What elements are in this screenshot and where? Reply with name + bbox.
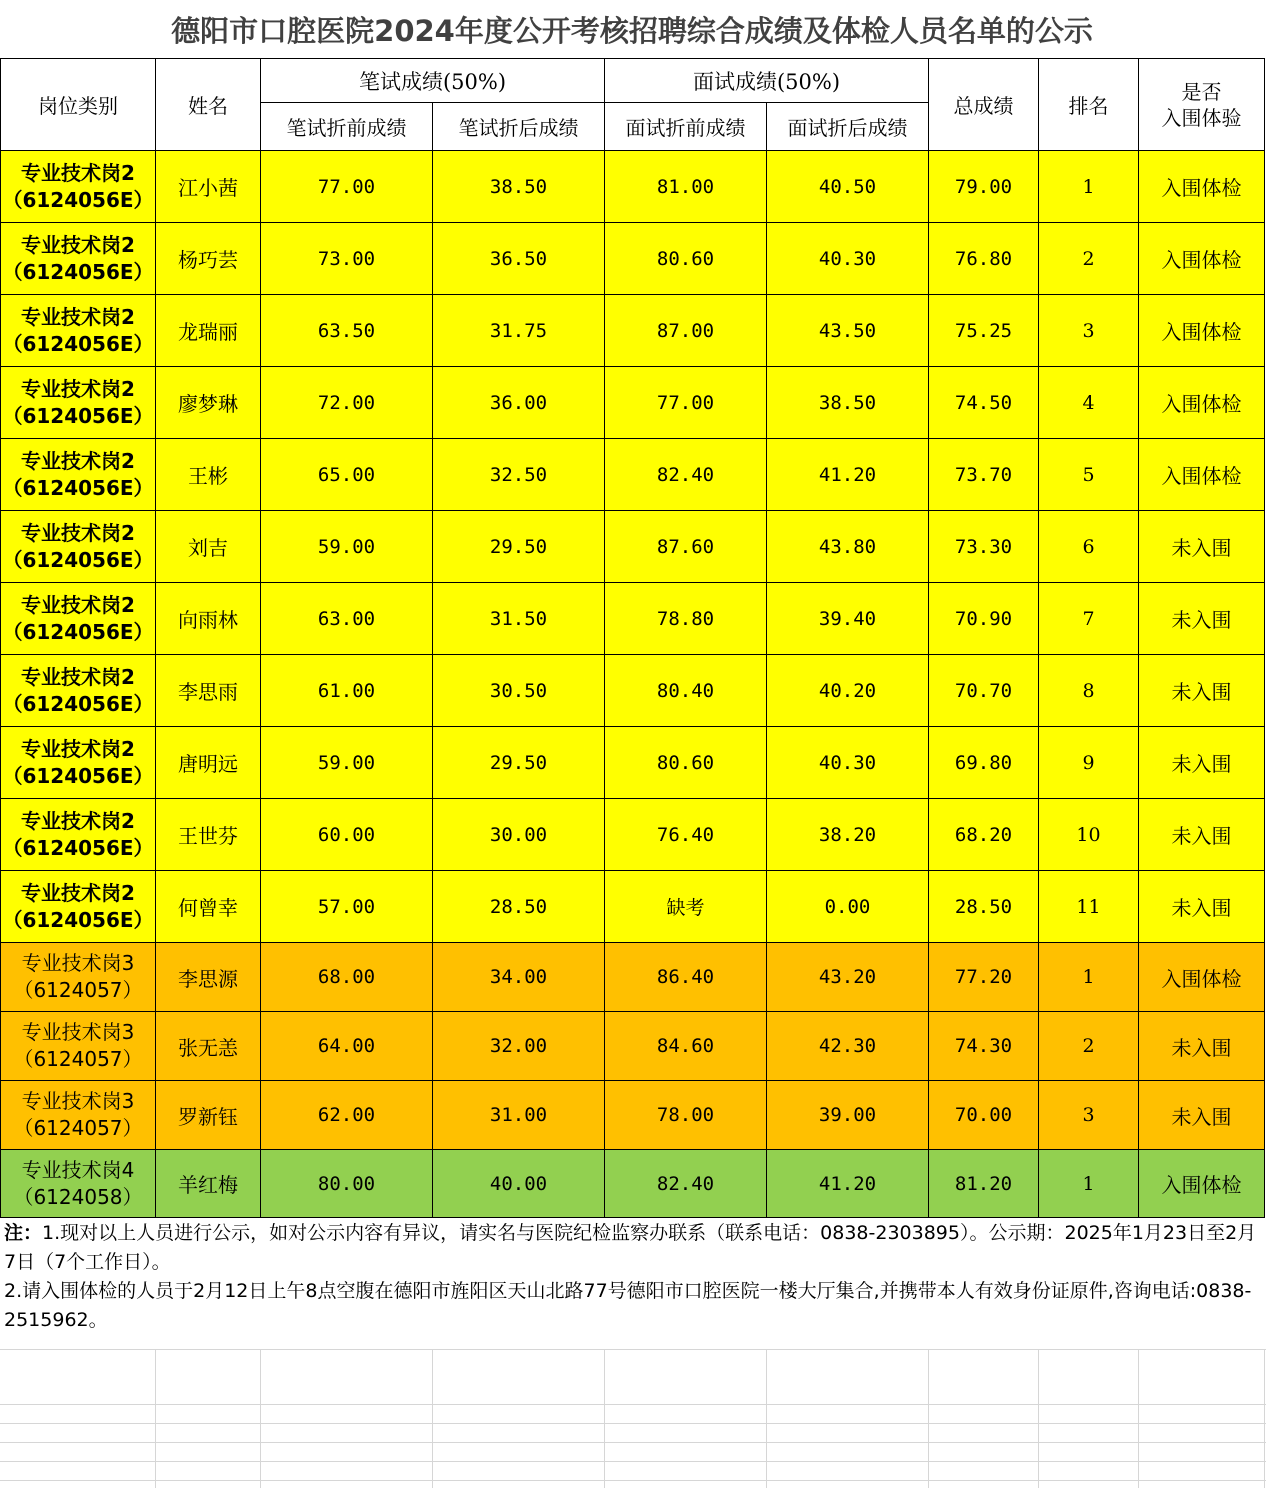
- cell-total: 73.70: [929, 439, 1039, 511]
- cell-name: 王世芬: [156, 799, 261, 871]
- position-code: （6124056E）: [2, 259, 154, 284]
- position-code: （6124056E）: [2, 907, 154, 932]
- cell-written-after: 32.50: [433, 439, 605, 511]
- notes-section: [0, 1219, 1262, 1335]
- note-label: 注：: [4, 1222, 43, 1244]
- cell-interview-after: 40.50: [767, 151, 929, 223]
- header-written-before: 笔试折前成绩: [261, 103, 433, 151]
- cell-position: [1, 871, 156, 943]
- cell-total: 81.20: [929, 1150, 1039, 1218]
- cell-written-after: 31.50: [433, 583, 605, 655]
- cell-written-after: 31.00: [433, 1081, 605, 1150]
- header-exam-line1: 是否: [1181, 79, 1222, 104]
- position-title: 专业技术岗2: [21, 232, 135, 257]
- cell-rank: 3: [1039, 1081, 1139, 1150]
- cell-position: [1, 1150, 156, 1218]
- note-2: 2.请入围体检的人员于2月12日上午8点空腹在德阳市旌阳区天山北路77号德阳市口腔医院一楼大厅集合,并携带本人有效身份证原件,咨询电话:0838-2515962。: [4, 1280, 1252, 1331]
- cell-name: 李思雨: [156, 655, 261, 727]
- cell-written-before: 60.00: [261, 799, 433, 871]
- position-code: （6124056E）: [2, 187, 154, 212]
- cell-name: 杨巧芸: [156, 223, 261, 295]
- header-written-after: 笔试折后成绩: [433, 103, 605, 151]
- cell-interview-before: 82.40: [605, 439, 767, 511]
- cell-interview-after: 40.20: [767, 655, 929, 727]
- cell-written-before: 77.00: [261, 151, 433, 223]
- cell-written-after: 29.50: [433, 511, 605, 583]
- cell-result: 入围体检: [1139, 439, 1265, 511]
- cell-interview-after: 43.80: [767, 511, 929, 583]
- cell-interview-before: 81.00: [605, 151, 767, 223]
- cell-rank: 7: [1039, 583, 1139, 655]
- page-title: 德阳市口腔医院2024年度公开考核招聘综合成绩及体检人员名单的公示: [171, 13, 1093, 48]
- cell-written-before: 61.00: [261, 655, 433, 727]
- position-code: （6124056E）: [2, 835, 154, 860]
- cell-interview-before: 82.40: [605, 1150, 767, 1218]
- cell-interview-before: 80.40: [605, 655, 767, 727]
- cell-written-after: 31.75: [433, 295, 605, 367]
- cell-rank: 3: [1039, 295, 1139, 367]
- cell-rank: 6: [1039, 511, 1139, 583]
- position-code: （6124057）: [13, 978, 143, 1002]
- cell-rank: 9: [1039, 727, 1139, 799]
- cell-name: 王彬: [156, 439, 261, 511]
- cell-rank: 11: [1039, 871, 1139, 943]
- header-rank: 排名: [1039, 59, 1139, 151]
- cell-position: [1, 1012, 156, 1081]
- cell-total: 70.90: [929, 583, 1039, 655]
- cell-interview-after: 41.20: [767, 439, 929, 511]
- position-code: （6124056E）: [2, 547, 154, 572]
- cell-interview-before: 80.60: [605, 727, 767, 799]
- position-code: （6124056E）: [2, 619, 154, 644]
- table-row: [1, 1081, 1265, 1150]
- position-title: 专业技术岗2: [21, 304, 135, 329]
- cell-written-before: 59.00: [261, 727, 433, 799]
- cell-interview-after: 39.00: [767, 1081, 929, 1150]
- cell-result: 入围体检: [1139, 223, 1265, 295]
- header-physical-exam: [1139, 59, 1265, 151]
- cell-written-before: 72.00: [261, 367, 433, 439]
- header-interview-before: 面试折前成绩: [605, 103, 767, 151]
- cell-interview-after: 43.50: [767, 295, 929, 367]
- cell-result: 入围体检: [1139, 151, 1265, 223]
- cell-interview-before: 80.60: [605, 223, 767, 295]
- table-row: [1, 367, 1265, 439]
- position-code: （6124056E）: [2, 331, 154, 356]
- table-row: [1, 727, 1265, 799]
- table-row: [1, 871, 1265, 943]
- cell-result: 未入围: [1139, 511, 1265, 583]
- cell-written-before: 59.00: [261, 511, 433, 583]
- cell-total: 28.50: [929, 871, 1039, 943]
- cell-total: 73.30: [929, 511, 1039, 583]
- cell-name: 江小茜: [156, 151, 261, 223]
- cell-total: 77.20: [929, 943, 1039, 1012]
- position-title: 专业技术岗2: [21, 520, 135, 545]
- cell-interview-after: 42.30: [767, 1012, 929, 1081]
- table-row: [1, 799, 1265, 871]
- results-table: [0, 58, 1265, 1218]
- cell-written-after: 34.00: [433, 943, 605, 1012]
- position-code: （6124058）: [13, 1184, 143, 1209]
- position-code: （6124056E）: [2, 763, 154, 788]
- cell-total: 70.00: [929, 1081, 1039, 1150]
- header-interview-group: 面试成绩(50%): [605, 59, 929, 103]
- cell-total: 74.50: [929, 367, 1039, 439]
- cell-position: [1, 151, 156, 223]
- position-code: （6124057）: [13, 1116, 143, 1140]
- cell-interview-before: 76.40: [605, 799, 767, 871]
- cell-written-after: 40.00: [433, 1150, 605, 1218]
- cell-interview-after: 40.30: [767, 727, 929, 799]
- table-row: [1, 223, 1265, 295]
- position-title: 专业技术岗2: [21, 376, 135, 401]
- cell-result: 未入围: [1139, 1081, 1265, 1150]
- table-row: [1, 583, 1265, 655]
- cell-name: 向雨林: [156, 583, 261, 655]
- cell-rank: 10: [1039, 799, 1139, 871]
- cell-name: 刘吉: [156, 511, 261, 583]
- cell-written-before: 68.00: [261, 943, 433, 1012]
- cell-written-before: 57.00: [261, 871, 433, 943]
- header-name: 姓名: [156, 59, 261, 151]
- cell-name: 龙瑞丽: [156, 295, 261, 367]
- cell-rank: 1: [1039, 1150, 1139, 1218]
- cell-written-before: 65.00: [261, 439, 433, 511]
- table-row: [1, 511, 1265, 583]
- position-code: （6124056E）: [2, 403, 154, 428]
- cell-interview-after: 38.20: [767, 799, 929, 871]
- position-title: 专业技术岗2: [21, 160, 135, 185]
- cell-position: [1, 943, 156, 1012]
- header-interview-after: 面试折后成绩: [767, 103, 929, 151]
- cell-interview-before: 86.40: [605, 943, 767, 1012]
- cell-written-after: 28.50: [433, 871, 605, 943]
- note-1-text: 1.现对以上人员进行公示，如对公示内容有异议，请实名与医院纪检监察办联系（联系电话：0838-2303895）。公示期：2025年1月23日至2月7日（7个工作日）。: [4, 1222, 1257, 1273]
- cell-position: [1, 367, 156, 439]
- cell-interview-before: 84.60: [605, 1012, 767, 1081]
- position-code: （6124056E）: [2, 691, 154, 716]
- position-title: 专业技术岗2: [21, 592, 135, 617]
- cell-interview-before: 78.00: [605, 1081, 767, 1150]
- cell-interview-after: 0.00: [767, 871, 929, 943]
- cell-interview-before: 87.00: [605, 295, 767, 367]
- cell-position: [1, 439, 156, 511]
- cell-written-after: 32.00: [433, 1012, 605, 1081]
- cell-result: 未入围: [1139, 583, 1265, 655]
- cell-result: 未入围: [1139, 799, 1265, 871]
- cell-rank: 1: [1039, 943, 1139, 1012]
- position-title: 专业技术岗2: [21, 736, 135, 761]
- cell-interview-after: 41.20: [767, 1150, 929, 1218]
- cell-written-before: 73.00: [261, 223, 433, 295]
- header-position-type: 岗位类别: [1, 59, 156, 151]
- cell-written-before: 80.00: [261, 1150, 433, 1218]
- cell-total: 76.80: [929, 223, 1039, 295]
- cell-result: 未入围: [1139, 1012, 1265, 1081]
- empty-spreadsheet-area: [0, 1349, 1266, 1488]
- position-title: 专业技术岗3: [21, 1020, 135, 1044]
- position-title: 专业技术岗2: [21, 664, 135, 689]
- cell-result: 入围体检: [1139, 1150, 1265, 1218]
- cell-interview-after: 38.50: [767, 367, 929, 439]
- cell-written-after: 30.50: [433, 655, 605, 727]
- table-row: [1, 1012, 1265, 1081]
- cell-name: 唐明远: [156, 727, 261, 799]
- cell-interview-after: 43.20: [767, 943, 929, 1012]
- cell-interview-before: 87.60: [605, 511, 767, 583]
- cell-position: [1, 655, 156, 727]
- cell-rank: 4: [1039, 367, 1139, 439]
- position-title: 专业技术岗2: [21, 880, 135, 905]
- cell-result: 未入围: [1139, 871, 1265, 943]
- table-body: [1, 151, 1265, 1218]
- note-1: [4, 1219, 1262, 1277]
- header-total: 总成绩: [929, 59, 1039, 151]
- cell-result: 未入围: [1139, 727, 1265, 799]
- cell-total: 70.70: [929, 655, 1039, 727]
- cell-name: 羊红梅: [156, 1150, 261, 1218]
- cell-total: 79.00: [929, 151, 1039, 223]
- cell-interview-after: 40.30: [767, 223, 929, 295]
- cell-written-after: 38.50: [433, 151, 605, 223]
- cell-position: [1, 583, 156, 655]
- cell-written-before: 63.50: [261, 295, 433, 367]
- cell-position: [1, 727, 156, 799]
- cell-rank: 5: [1039, 439, 1139, 511]
- cell-position: [1, 799, 156, 871]
- cell-rank: 2: [1039, 223, 1139, 295]
- cell-total: 74.30: [929, 1012, 1039, 1081]
- position-title: 专业技术岗2: [21, 808, 135, 833]
- cell-name: 何曾幸: [156, 871, 261, 943]
- cell-rank: 2: [1039, 1012, 1139, 1081]
- cell-position: [1, 511, 156, 583]
- cell-total: 75.25: [929, 295, 1039, 367]
- cell-written-after: 36.50: [433, 223, 605, 295]
- cell-interview-before: 77.00: [605, 367, 767, 439]
- cell-position: [1, 1081, 156, 1150]
- header-written-group: 笔试成绩(50%): [261, 59, 605, 103]
- table-row: [1, 439, 1265, 511]
- cell-interview-before: 缺考: [605, 871, 767, 943]
- position-code: （6124057）: [13, 1047, 143, 1071]
- cell-name: 罗新钰: [156, 1081, 261, 1150]
- cell-written-before: 63.00: [261, 583, 433, 655]
- cell-rank: 8: [1039, 655, 1139, 727]
- cell-written-after: 30.00: [433, 799, 605, 871]
- table-row: [1, 1150, 1265, 1218]
- position-title: 专业技术岗2: [21, 448, 135, 473]
- cell-position: [1, 295, 156, 367]
- table-row: [1, 655, 1265, 727]
- position-title: 专业技术岗3: [21, 1089, 135, 1113]
- table-row: [1, 943, 1265, 1012]
- cell-total: 68.20: [929, 799, 1039, 871]
- table-row: [1, 295, 1265, 367]
- cell-position: [1, 223, 156, 295]
- cell-written-before: 62.00: [261, 1081, 433, 1150]
- table-row: [1, 151, 1265, 223]
- cell-result: 入围体检: [1139, 295, 1265, 367]
- cell-name: 张无恙: [156, 1012, 261, 1081]
- cell-written-after: 29.50: [433, 727, 605, 799]
- cell-result: 未入围: [1139, 655, 1265, 727]
- cell-written-before: 64.00: [261, 1012, 433, 1081]
- cell-name: 李思源: [156, 943, 261, 1012]
- cell-written-after: 36.00: [433, 367, 605, 439]
- cell-interview-before: 78.80: [605, 583, 767, 655]
- header-exam-line2: 入围体验: [1161, 105, 1242, 130]
- cell-total: 69.80: [929, 727, 1039, 799]
- position-title: 专业技术岗4: [21, 1157, 135, 1182]
- cell-interview-after: 39.40: [767, 583, 929, 655]
- cell-name: 廖梦琳: [156, 367, 261, 439]
- cell-result: 入围体检: [1139, 943, 1265, 1012]
- cell-result: 入围体检: [1139, 367, 1265, 439]
- position-code: （6124056E）: [2, 475, 154, 500]
- cell-rank: 1: [1039, 151, 1139, 223]
- position-title: 专业技术岗3: [21, 951, 135, 975]
